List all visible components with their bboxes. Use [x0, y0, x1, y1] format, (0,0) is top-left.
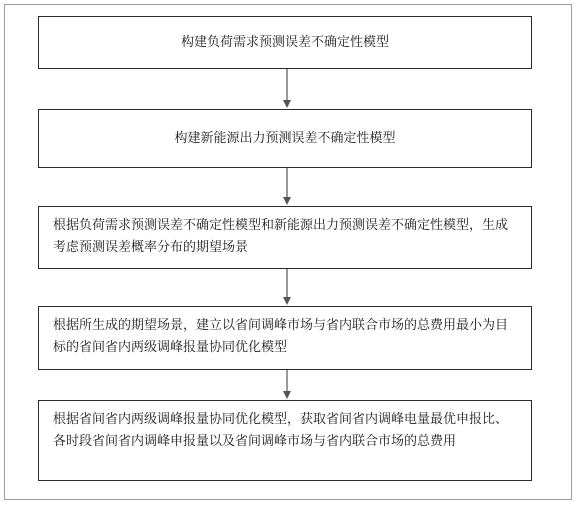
step-5-text: 根据省间省内两级调峰报量协同优化模型，获取省间省内调峰电量最优申报比、各时段省间省内调峰申报量以及省间调峰市场与省内联合市场的总费用 — [53, 412, 509, 449]
step-4-text: 根据所生成的期望场景，建立以省间调峰市场与省内联合市场的总费用最小为目标的省间省内两级调峰报量协同优化模型 — [53, 318, 509, 355]
step-2-text: 构建新能源出力预测误差不确定性模型 — [174, 130, 396, 146]
step-1-box — [38, 16, 532, 69]
step-2-box — [38, 109, 532, 168]
step-4-box — [38, 306, 532, 370]
step-3-text: 根据负荷需求预测误差不确定性模型和新能源出力预测误差不确定性模型，生成考虑预测误差概率分布的期望场景 — [53, 218, 509, 255]
step-1-text: 构建负荷需求预测误差不确定性模型 — [180, 34, 389, 50]
step-3-box — [38, 206, 532, 269]
step-5-box — [38, 400, 532, 481]
